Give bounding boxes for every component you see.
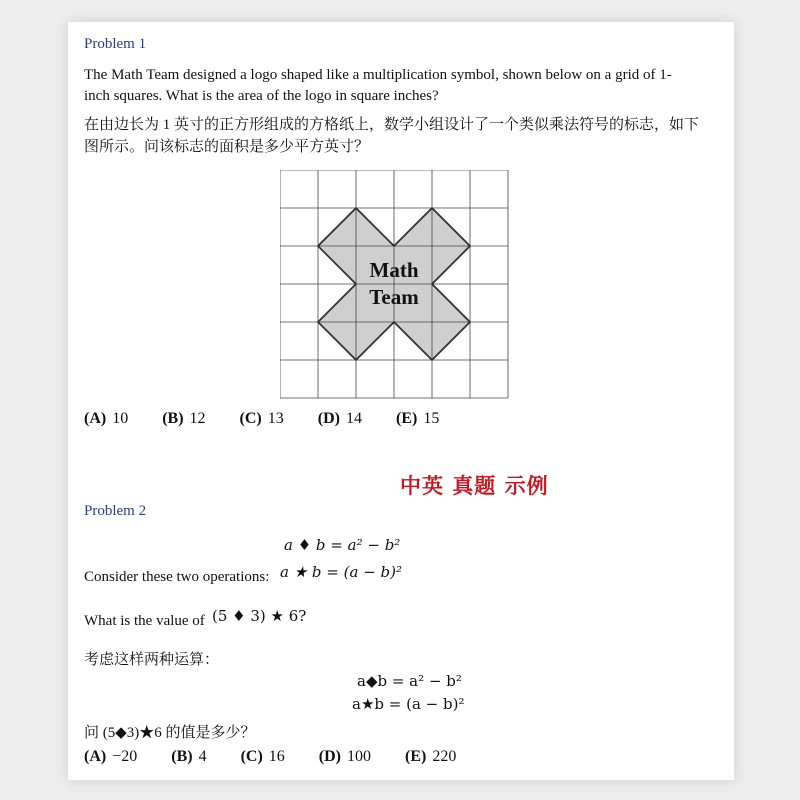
zh-operation-star: a★b = (a − b)²: [352, 695, 465, 713]
problem-1-text-en-line2: inch squares. What is the area of the logo in square inches?: [84, 88, 439, 104]
question-expression: (5 ♦ 3) ★ 6?: [212, 607, 307, 625]
zh-operation-diamond: a◆b = a² − b²: [357, 672, 462, 690]
consider-text: Consider these two operations:: [84, 569, 270, 585]
operation-diamond-definition: a ♦ b = a² − b²: [284, 536, 401, 554]
problem-1-choices: [84, 410, 467, 428]
choice-a: (A) −20: [84, 748, 138, 765]
choice-d: (D) 100: [318, 748, 372, 765]
document-page: [68, 22, 734, 780]
operation-star-definition: a ★ b = (a − b)²: [280, 563, 402, 581]
choice-c: (C) 13: [239, 410, 284, 427]
logo-label-math: Math: [369, 258, 419, 282]
choice-e: (E) 15: [395, 410, 440, 427]
problem-2-zh-intro: 考虑这样两种运算：: [84, 652, 220, 668]
problem-2-choices: [84, 748, 484, 766]
problem-1-text-zh-line1: 在由边长为 1 英寸的正方形组成的方格纸上，数学小组设计了一个类似乘法符号的标志，如下: [84, 117, 700, 133]
choice-b: (B) 12: [162, 410, 206, 427]
logo-grid-figure: [280, 170, 510, 400]
choice-c: (C) 16: [240, 748, 285, 765]
choice-a: (A) 10: [84, 410, 129, 427]
problem-1-text-zh-line2: 图所示。问该标志的面积是多少平方英寸？: [84, 139, 370, 155]
choice-e: (E) 220: [405, 748, 457, 765]
logo-label-team: Team: [369, 285, 419, 309]
choice-b: (B) 4: [171, 748, 207, 765]
problem-2-title: Problem 2: [84, 503, 147, 519]
choice-d: (D) 14: [317, 410, 362, 427]
problem-2-zh-question: 问 (5◆3)★6 的值是多少？: [84, 725, 256, 741]
problem-1-text-en-line1: The Math Team designed a logo shaped like a multiplication symbol, shown below on a grid of 1-: [84, 67, 672, 83]
problem-1-title: Problem 1: [84, 36, 147, 52]
question-prefix: What is the value of: [84, 613, 205, 629]
watermark-label: 中英 真题 示例: [400, 474, 549, 498]
